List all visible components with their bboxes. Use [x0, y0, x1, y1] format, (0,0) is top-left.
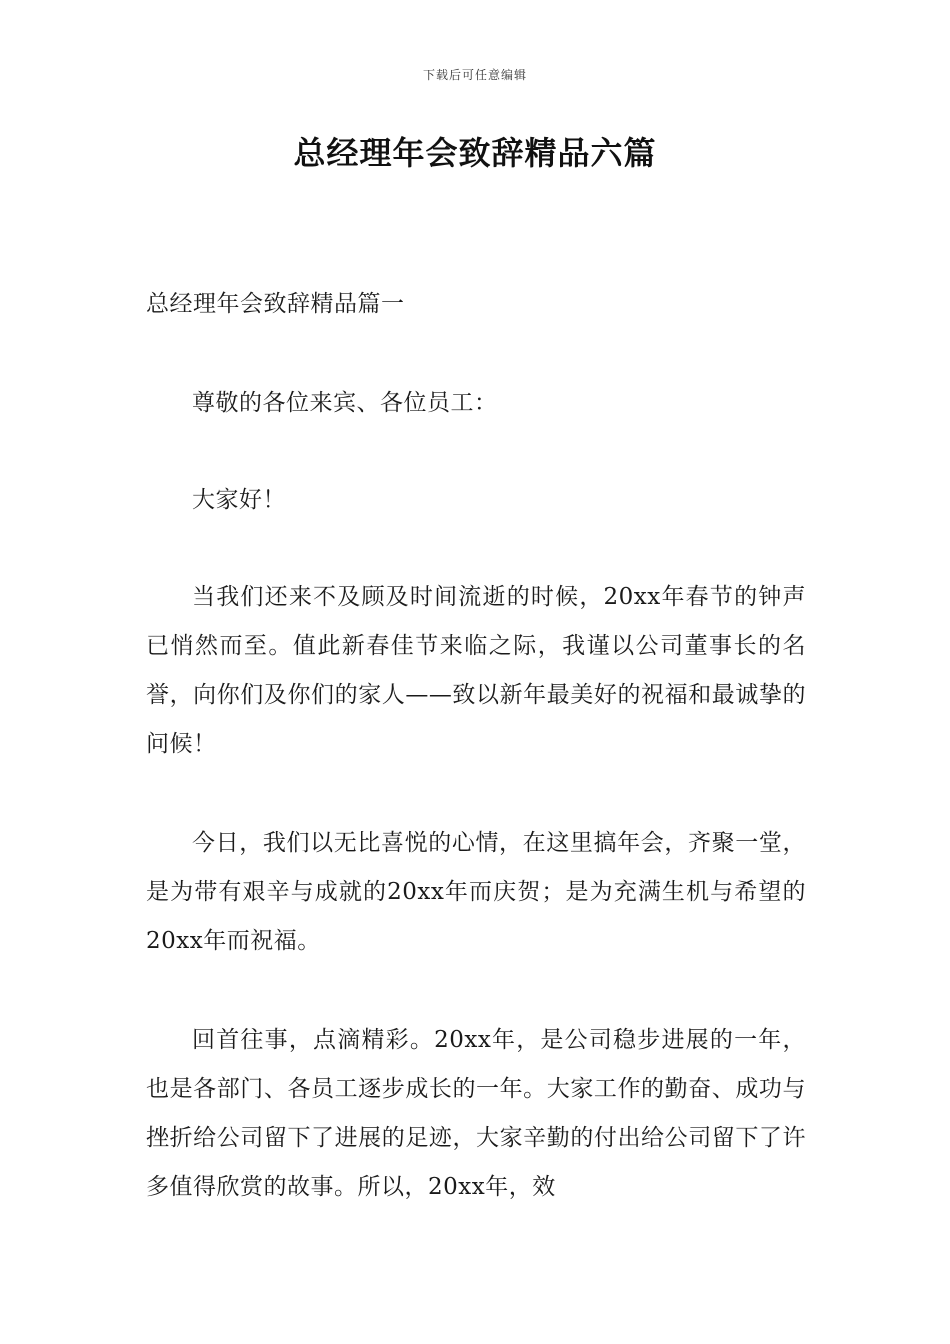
paragraph: 今日，我们以无比喜悦的心情，在这里搞年会，齐聚一堂，是为带有艰辛与成就的20xx年而庆贺；是为充满生机与希望的20xx年而祝福。: [146, 830, 806, 954]
document-title: 总经理年会致辞精品六篇: [293, 134, 657, 172]
paragraph-salutation: 尊敬的各位来宾、各位员工：: [192, 390, 498, 416]
header-note: 下载后可任意编辑: [422, 68, 527, 82]
document-body: [146, 280, 806, 1262]
section-heading: 总经理年会致辞精品篇一: [146, 291, 405, 317]
paragraph: 回首往事，点滴精彩。20xx年，是公司稳步进展的一年，也是各部门、各员工逐步成长的一年。大家工作的勤奋、成功与挫折给公司留下了进展的足迹，大家辛勤的付出给公司留下了许多值得欣赏的故事。所以，20xx年，效: [146, 1027, 806, 1200]
paragraph: 当我们还来不及顾及时间流逝的时候，20xx年春节的钟声已悄然而至。值此新春佳节来临之际，我谨以公司董事长的名誉，向你们及你们的家人——致以新年最美好的祝福和最诚挚的问候！: [146, 584, 806, 757]
paragraph-greeting: 大家好！: [192, 487, 286, 513]
